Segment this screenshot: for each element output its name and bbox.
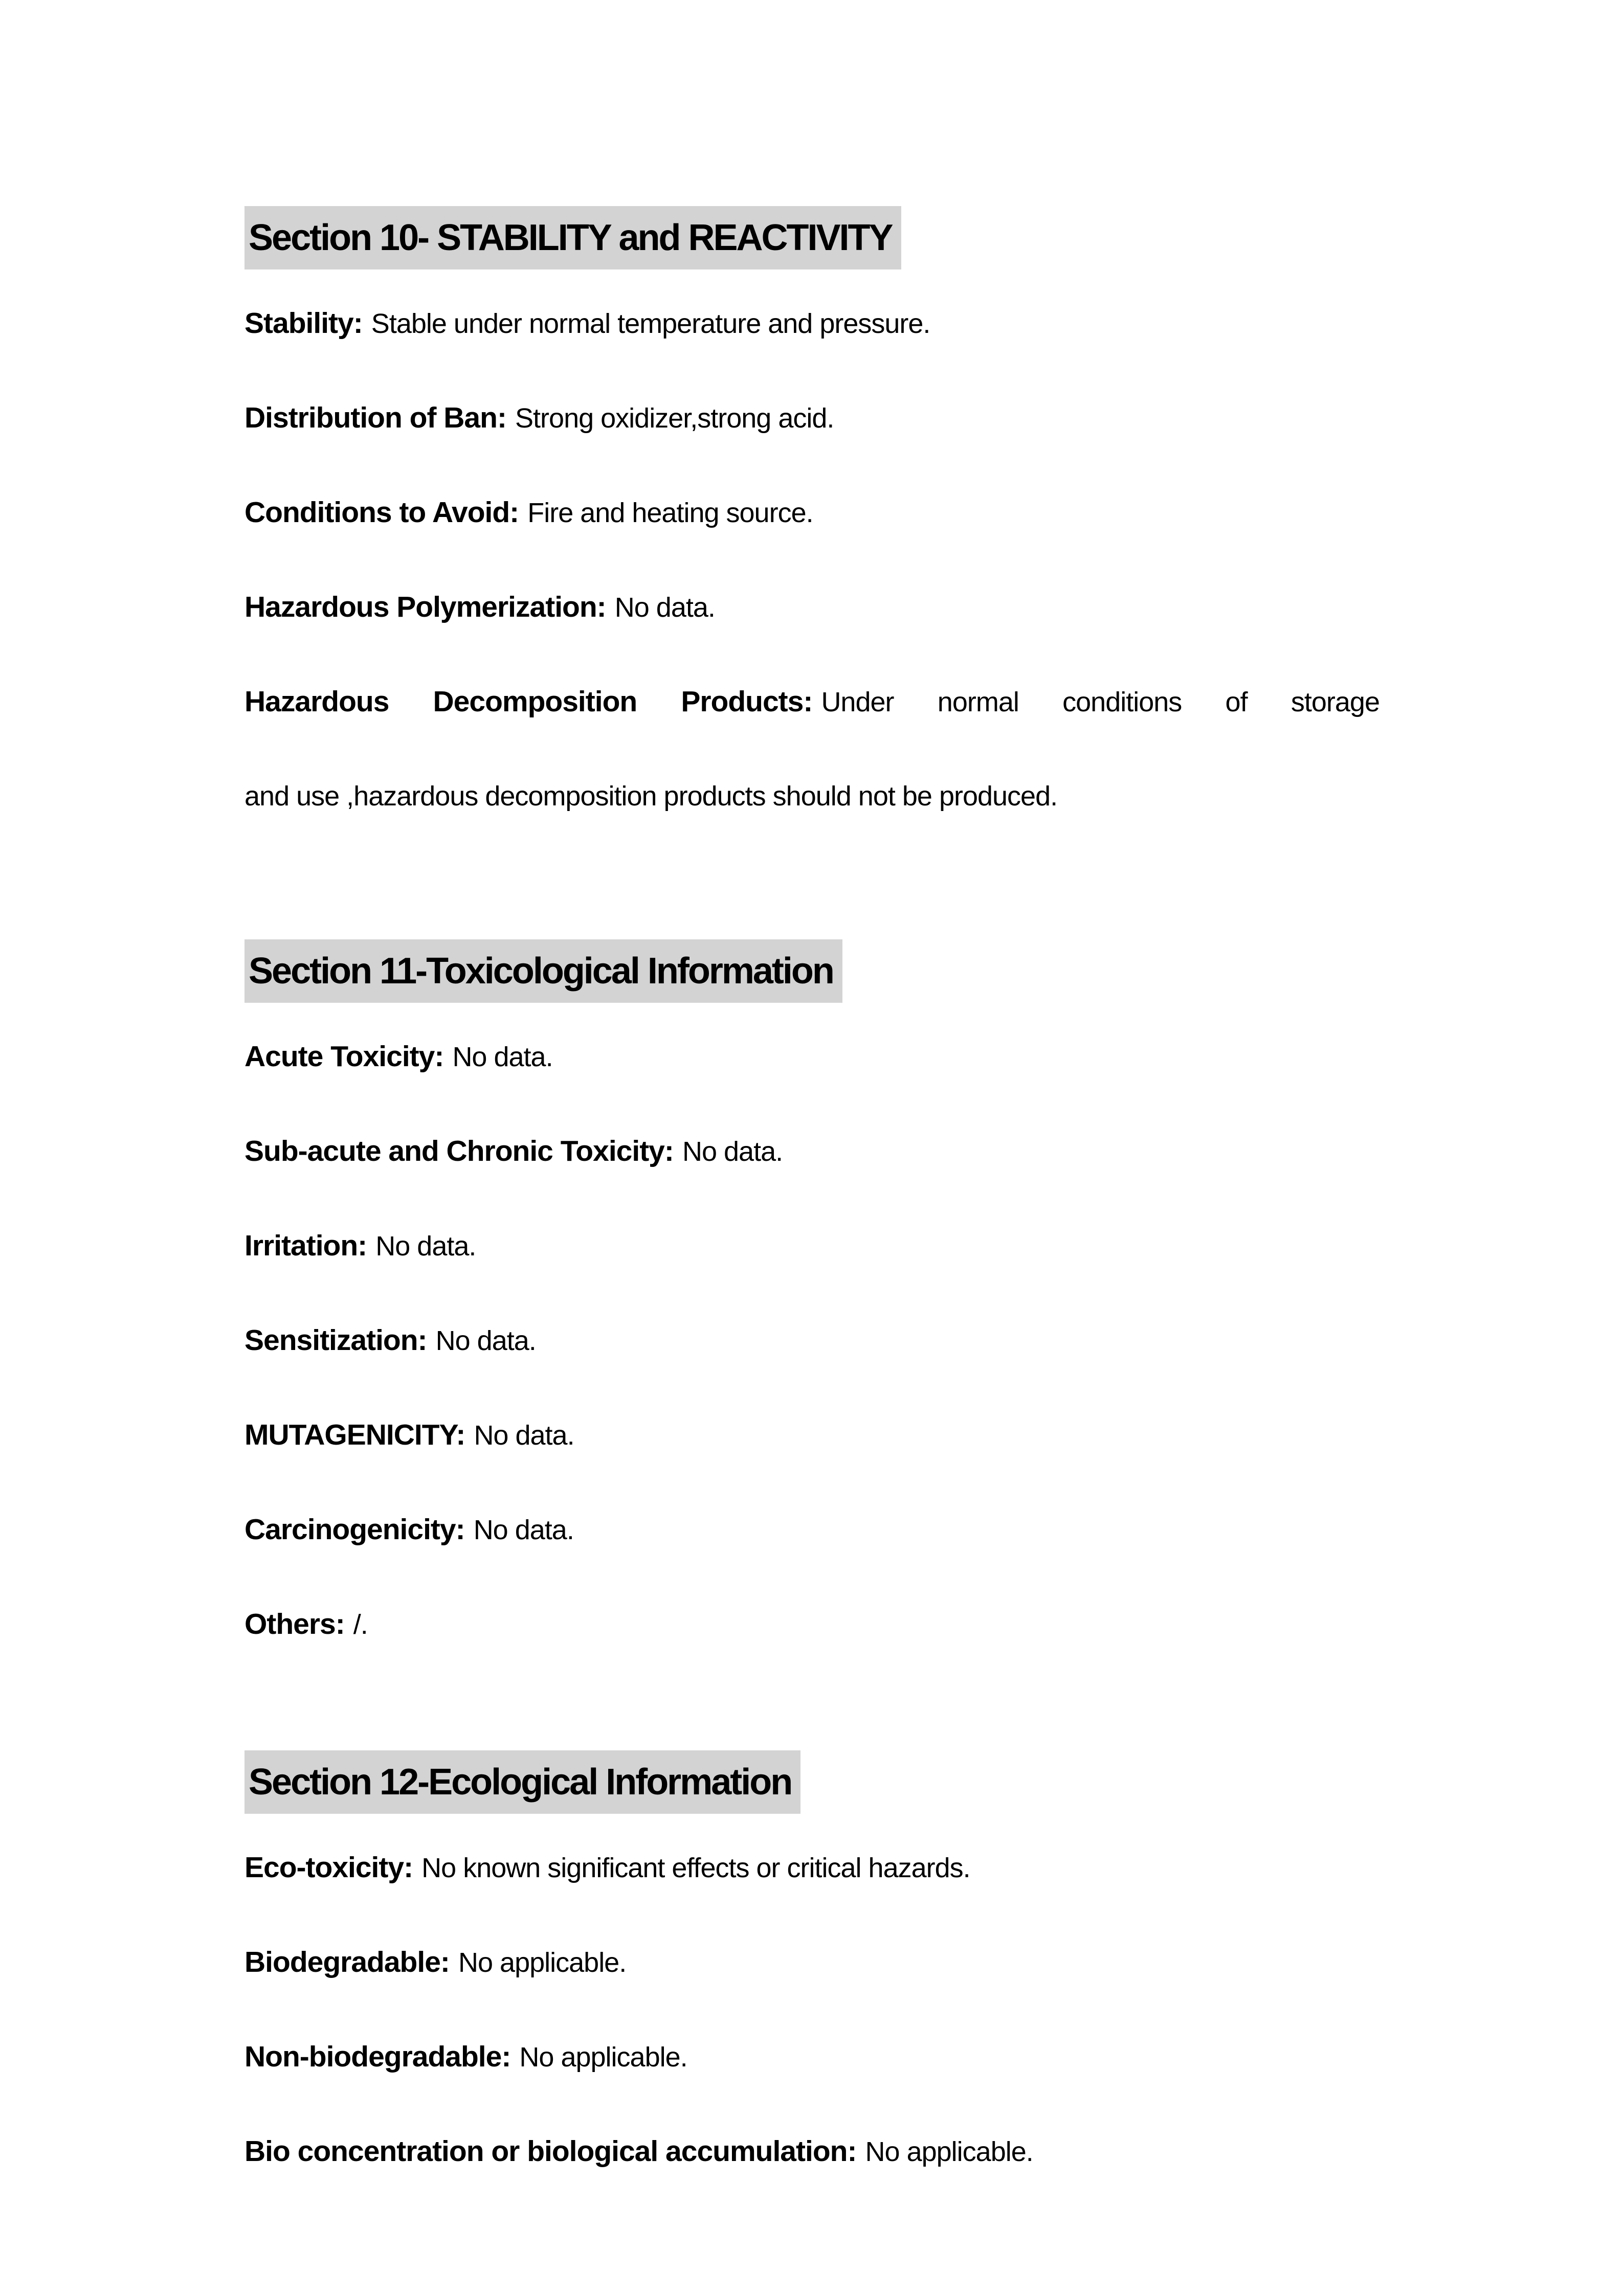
- field-row-distribution-of-ban: [244, 401, 1380, 442]
- field-row-conditions-to-avoid: [244, 496, 1380, 536]
- section-10-heading-row: [244, 206, 1380, 269]
- field-row-hazardous-decomposition-products: [244, 685, 1380, 726]
- field-value: No data.: [474, 1420, 574, 1451]
- field-value: No applicable.: [458, 1947, 627, 1978]
- field-row-stability: [244, 307, 1380, 347]
- field-value: No data.: [614, 592, 715, 623]
- field-label: Distribution of Ban:: [244, 401, 506, 434]
- field-label: Acute Toxicity:: [244, 1040, 444, 1073]
- field-label: Stability:: [244, 307, 363, 340]
- field-value: No data.: [473, 1515, 574, 1545]
- field-value: No data.: [435, 1325, 536, 1356]
- field-value: No data.: [682, 1136, 783, 1167]
- field-row-irritation: [244, 1229, 1380, 1270]
- field-value: No known significant effects or critical hazards.: [421, 1853, 970, 1883]
- field-label: Hazardous Decomposition Products:: [244, 685, 813, 718]
- field-value: Strong oxidizer,strong acid.: [515, 403, 834, 434]
- field-value: No applicable.: [865, 2136, 1033, 2167]
- field-label: Others:: [244, 1608, 345, 1640]
- field-label: MUTAGENICITY:: [244, 1419, 465, 1451]
- field-value: /.: [353, 1609, 368, 1640]
- field-value: No applicable.: [519, 2042, 687, 2073]
- field-label: Biodegradable:: [244, 1946, 450, 1978]
- field-row-eco-toxicity: [244, 1851, 1380, 1892]
- field-value: No data.: [452, 1042, 553, 1072]
- section-11-heading-row: [244, 939, 1380, 1003]
- field-label: Irritation:: [244, 1229, 367, 1262]
- field-label: Sub-acute and Chronic Toxicity:: [244, 1135, 674, 1167]
- field-label: Non-biodegradable:: [244, 2040, 511, 2073]
- field-row-sensitization: [244, 1324, 1380, 1364]
- field-row-acute-toxicity: [244, 1040, 1380, 1081]
- field-label: Hazardous Polymerization:: [244, 591, 606, 623]
- field-label: Eco-toxicity:: [244, 1851, 413, 1884]
- field-label: Carcinogenicity:: [244, 1513, 465, 1546]
- section-12-heading: Section 12-Ecological Information: [244, 1750, 800, 1814]
- field-row-biodegradable: [244, 1946, 1380, 1986]
- section-11-heading: Section 11-Toxicological Information: [244, 939, 842, 1003]
- field-row-hazardous-polymerization: [244, 591, 1380, 631]
- field-row-others: [244, 1608, 1380, 1648]
- field-row-bio-concentration: [244, 2135, 1380, 2175]
- field-label: Bio concentration or biological accumulation:: [244, 2135, 857, 2168]
- field-value: Under normal conditions of storage: [821, 687, 1380, 717]
- field-row-sub-acute-chronic-toxicity: [244, 1135, 1380, 1175]
- field-row-mutagenicity: [244, 1419, 1380, 1459]
- field-value: and use ,hazardous decomposition products should not be produced.: [244, 781, 1058, 812]
- field-row-continuation-line: [244, 780, 1380, 820]
- section-10-heading: Section 10- STABILITY and REACTIVITY: [244, 206, 901, 269]
- field-value: Fire and heating source.: [527, 498, 813, 528]
- field-value: Stable under normal temperature and pressure.: [371, 308, 930, 339]
- field-value: No data.: [375, 1231, 476, 1262]
- field-row-non-biodegradable: [244, 2040, 1380, 2081]
- section-12-heading-row: [244, 1750, 1380, 1814]
- field-label: Sensitization:: [244, 1324, 427, 1357]
- field-row-carcinogenicity: [244, 1513, 1380, 1554]
- field-label: Conditions to Avoid:: [244, 496, 519, 529]
